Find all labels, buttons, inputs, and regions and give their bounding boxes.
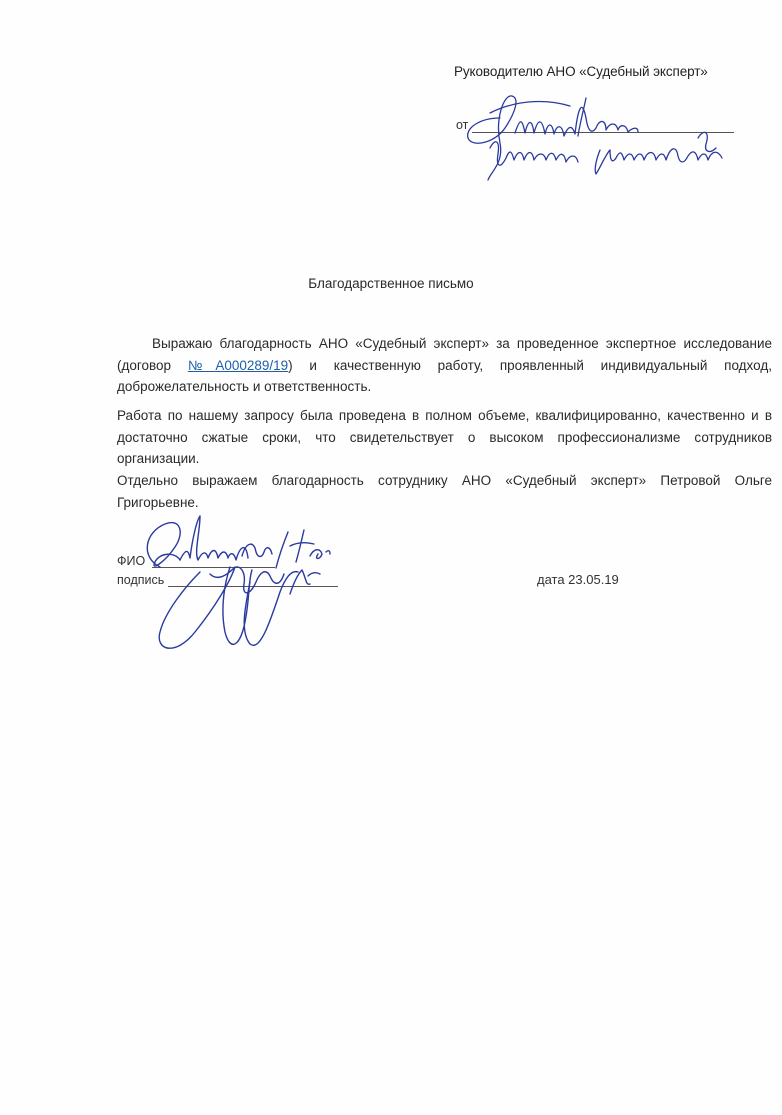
contract-number-link[interactable]: №А000289/19	[187, 357, 289, 373]
paragraph-text: ) и качественную работу, проявленный индивидуальный подход, доброжелательность и ответственность.	[117, 357, 772, 394]
signature-underline	[168, 586, 338, 587]
letter-title: Благодарственное письмо	[308, 276, 474, 291]
date-label: дата 23.05.19	[537, 572, 619, 587]
handwritten-signature-icon	[130, 512, 400, 662]
paragraph-work-quality: Работа по нашему запросу была проведена в полном объеме, квалифицированно, качественно и в достаточно сжатые сроки, что свидетельствует о высоком профессионализме сотрудников организации.	[117, 408, 772, 466]
from-label: от	[456, 118, 469, 132]
paragraph-gratitude	[117, 333, 772, 398]
signature-label: подпись	[117, 573, 165, 587]
from-underline	[472, 132, 734, 133]
paragraph-employee-thanks: Отдельно выражаем благодарность сотруднику АНО «Судебный эксперт» Петровой Ольге Григорьевне.	[117, 473, 772, 510]
fio-underline	[152, 567, 275, 568]
from-row	[456, 118, 756, 138]
addressee: Руководителю АНО «Судебный эксперт»	[454, 64, 708, 79]
paragraph-text: Выражаю благодарность АНО «Судебный эксперт» за проведенное экспертное исследование (договор	[117, 336, 772, 373]
fio-label: ФИО	[117, 554, 146, 568]
